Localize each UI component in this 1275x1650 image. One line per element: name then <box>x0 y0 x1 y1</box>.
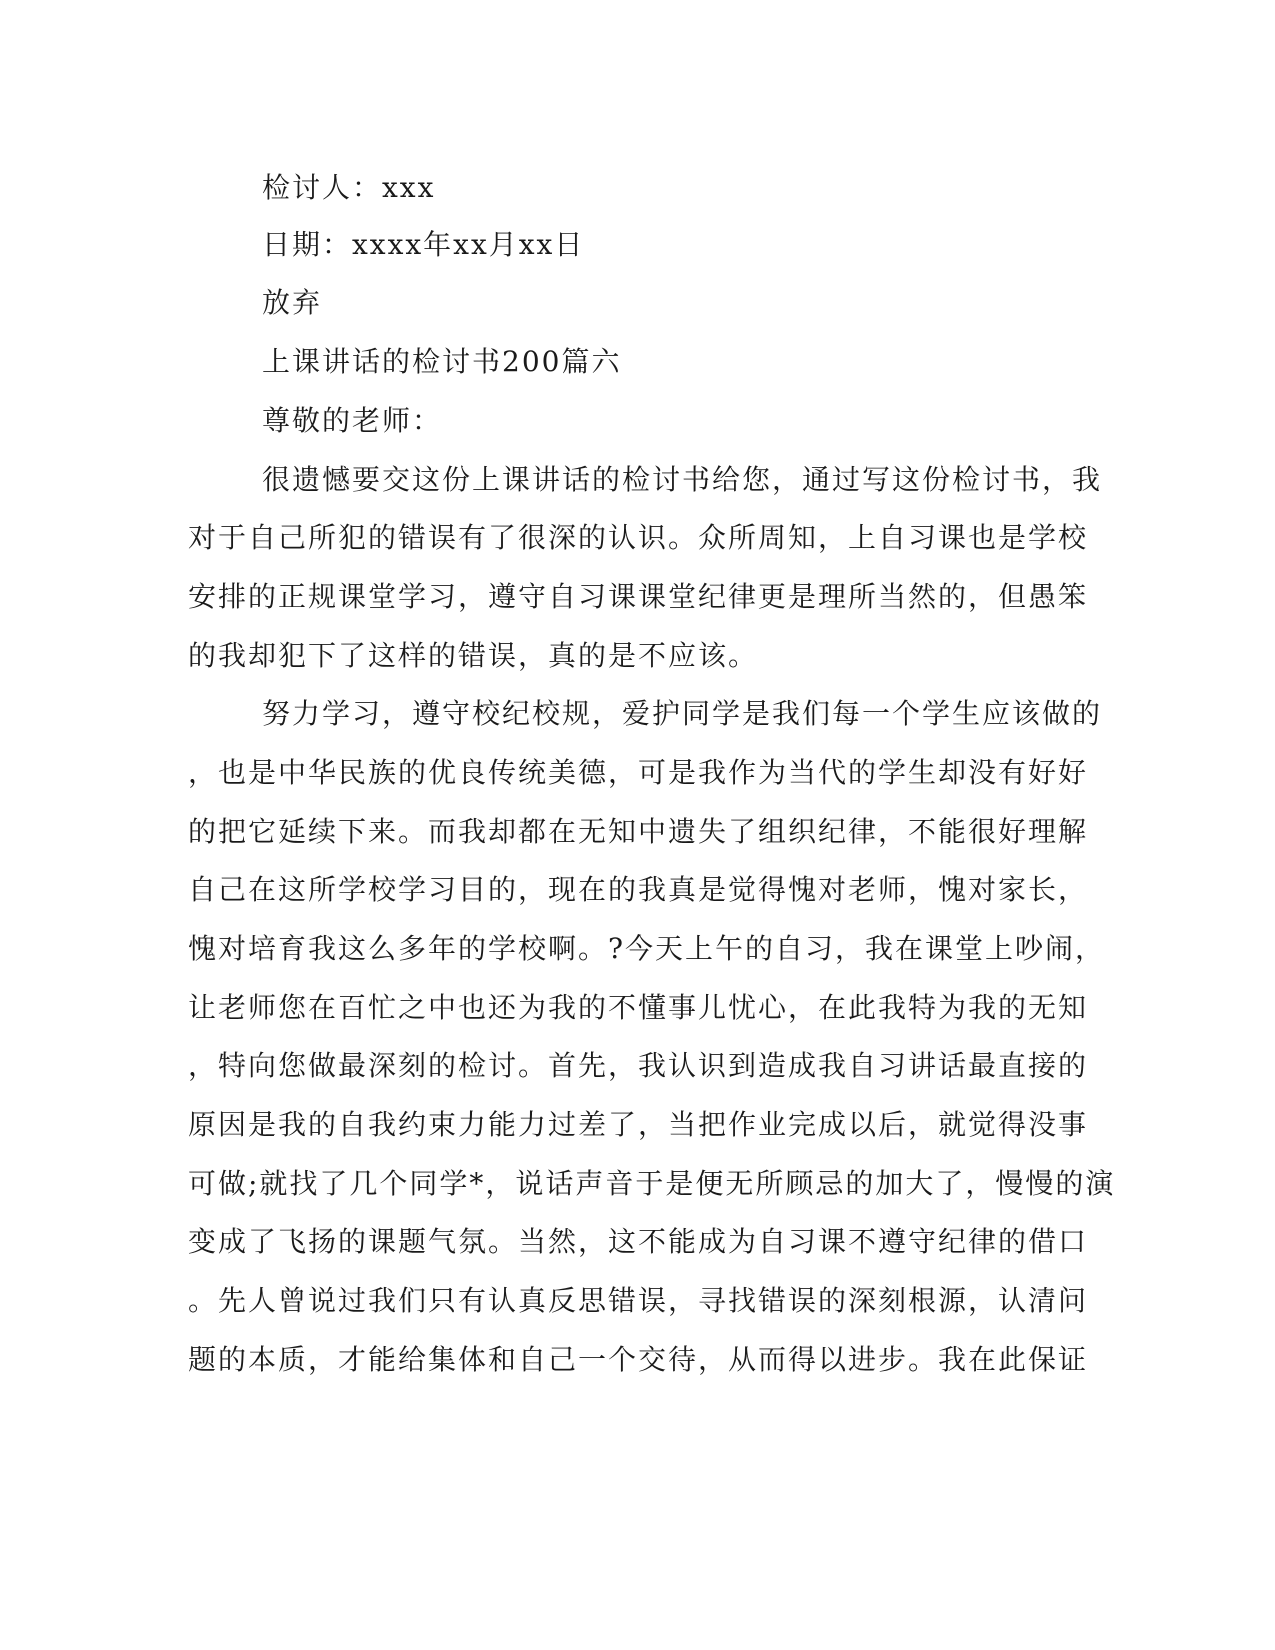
note-line: 放弃 <box>262 286 323 319</box>
paragraph-line: 的把它延续下来。而我却都在无知中遗失了组织纪律，不能很好理解 <box>188 815 1089 848</box>
paragraph-line: 原因是我的自我约束力能力过差了，当把作业完成以后，就觉得没事 <box>188 1108 1089 1141</box>
paragraph-line: 可做;就找了几个同学*，说话声音于是便无所顾忌的加大了，慢慢的演 <box>188 1167 1116 1200</box>
paragraph-line: 变成了飞扬的课题气氛。当然，这不能成为自习课不遵守纪律的借口 <box>188 1225 1089 1258</box>
paragraph-line: 让老师您在百忙之中也还为我的不懂事儿忧心，在此我特为我的无知 <box>188 991 1089 1024</box>
paragraph-line: 安排的正规课堂学习，遵守自习课课堂纪律更是理所当然的，但愚笨 <box>188 580 1089 613</box>
paragraph-line: 对于自己所犯的错误有了很深的认识。众所周知，上自习课也是学校 <box>188 521 1089 554</box>
paragraph-line: 努力学习，遵守校纪校规，爱护同学是我们每一个学生应该做的 <box>262 697 1103 730</box>
paragraph-line: 愧对培育我这么多年的学校啊。?今天上午的自习，我在课堂上吵闹， <box>188 932 1106 965</box>
paragraph-line: ，也是中华民族的优良传统美德，可是我作为当代的学生却没有好好 <box>188 756 1089 789</box>
paragraph-line: 很遗憾要交这份上课讲话的检讨书给您，通过写这份检讨书，我 <box>262 463 1103 496</box>
date-line: 日期：xxxx年xx月xx日 <box>262 228 585 261</box>
paragraph-line: 自己在这所学校学习目的，现在的我真是觉得愧对老师，愧对家长， <box>188 873 1089 906</box>
paragraph-line: 题的本质，才能给集体和自己一个交待，从而得以进步。我在此保证 <box>188 1343 1089 1376</box>
signer-line: 检讨人：xxx <box>262 171 436 204</box>
paragraph-line: ，特向您做最深刻的检讨。首先，我认识到造成我自习讲话最直接的 <box>188 1049 1089 1082</box>
document-title: 上课讲话的检讨书200篇六 <box>262 345 622 378</box>
salutation: 尊敬的老师： <box>262 404 443 437</box>
paragraph-line: 。先人曾说过我们只有认真反思错误，寻找错误的深刻根源，认清问 <box>188 1284 1089 1317</box>
paragraph-line: 的我却犯下了这样的错误，真的是不应该。 <box>188 639 759 672</box>
